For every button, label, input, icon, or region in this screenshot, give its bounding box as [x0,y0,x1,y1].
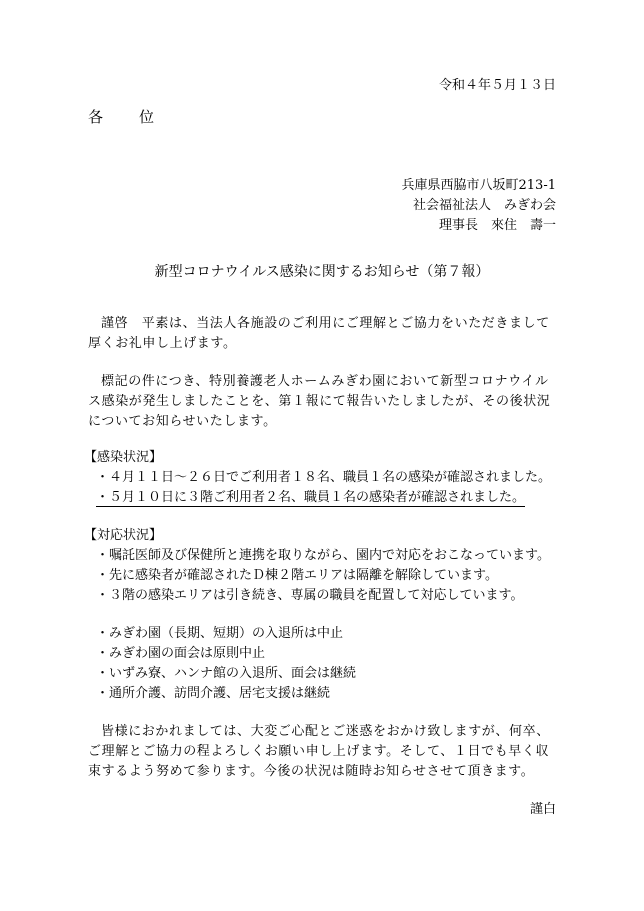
intro-paragraph: 標記の件につき、特別養護老人ホームみぎわ園において新型コロナウイルス感染が発生しましたことを、第１報にて報告いたしましたが、その後状況についてお知らせいたします。 [88,374,551,429]
response-item: ・みぎわ園（長期、短期）の入退所は中止 [96,626,344,641]
response-heading: 【対応状況】 [84,528,163,543]
date: 令和４年５月１３日 [438,78,556,93]
closing-paragraph: 皆様におかれましては、大変ご心配とご迷惑をおかけ致しますが、何卒、ご理解とご協力の程よろしくお願い申し上げます。そして、１日でも早く収束するよう努めて参ります。今後の状況は随時お知らせさせて頂きます。 [88,724,550,779]
sign-off: 謹白 [529,802,556,817]
sender-organization: 社会福祉法人 みぎわ会 [412,198,556,213]
response-item: ・いずみ寮、ハンナ館の入退所、面会は継続 [96,666,357,681]
sender-address: 兵庫県西脇市八坂町213-1 [401,178,556,193]
response-item: ・先に感染者が確認されたＤ棟２階エリアは隔離を解除しています。 [96,568,498,583]
response-item: ・みぎわ園の面会は原則中止 [96,646,266,661]
document-title: 新型コロナウイルス感染に関するお知らせ（第７報） [154,264,490,280]
infection-item: ・５月１０日に３階ご利用者２名、職員１名の感染者が確認されました。 [96,490,526,505]
response-item: ・３階の感染エリアは引き続き、専属の職員を配置して対応しています。 [96,588,524,603]
infection-item: ・４月１１日～２６日でご利用者１８名、職員１名の感染が確認されました。 [96,470,552,485]
response-item: ・嘱託医師及び保健所と連携を取りながら、園内で対応をおこなっています。 [96,548,550,563]
response-item: ・通所介護、訪問介護、居宅支援は継続 [96,686,331,701]
sender-chair: 理事長 來住 壽一 [438,218,556,233]
infection-heading: 【感染状況】 [84,450,163,465]
greeting-paragraph: 謹啓 平素は、当法人各施設のご利用にご理解とご協力をいただきまして厚くお礼申し上げます。 [88,316,550,351]
recipient: 各 位 [88,108,157,126]
